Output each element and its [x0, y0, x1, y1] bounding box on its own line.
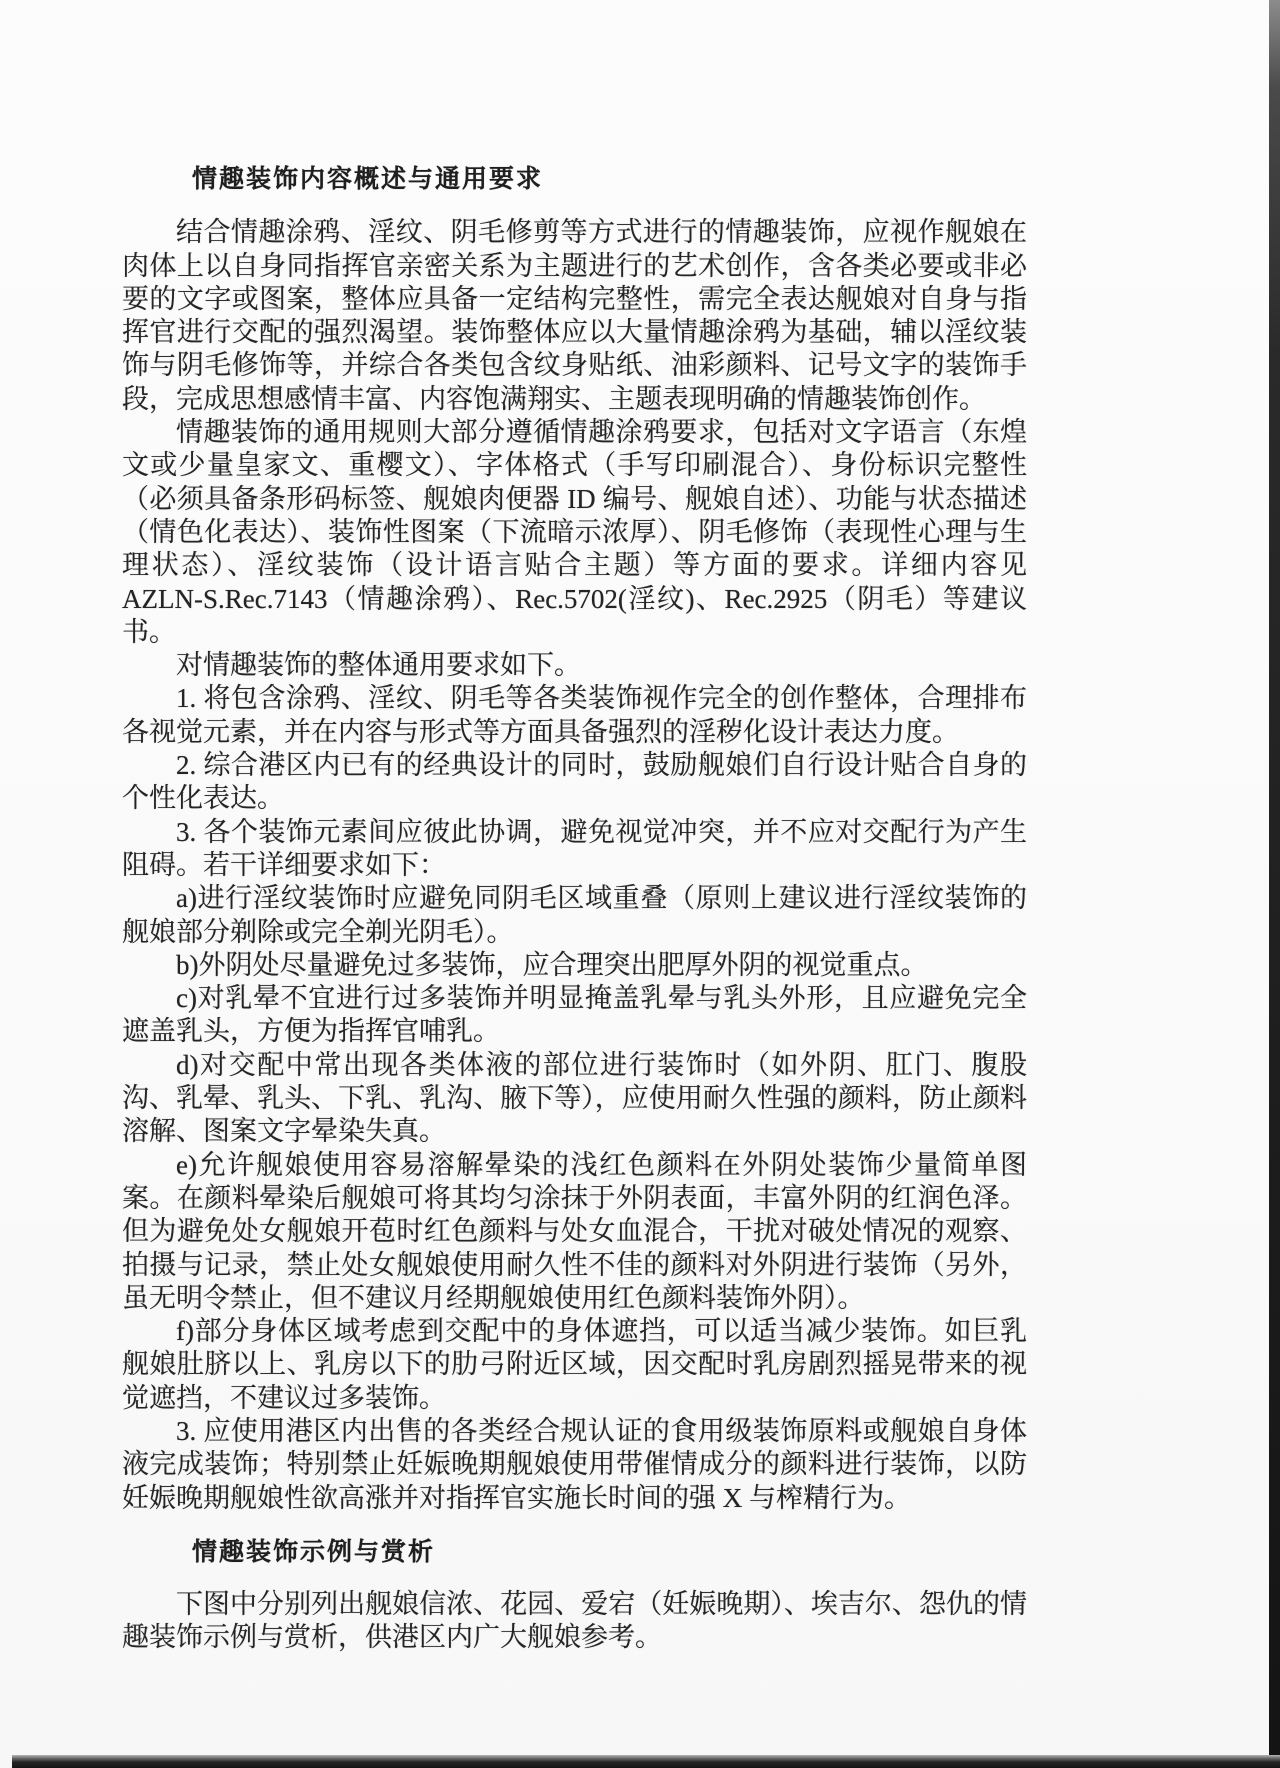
scan-edge-bottom [12, 1755, 1280, 1768]
document-content [122, 163, 1027, 1655]
paragraph: 3. 应使用港区内出售的各类经合规认证的食用级装饰原料或舰娘自身体液完成装饰；特别禁止妊娠晚期舰娘使用带催情成分的颜料进行装饰，以防妊娠晚期舰娘性欲高涨并对指挥官实施长时间的强 X 与榨精行为。 [122, 1415, 1027, 1513]
paragraph: 1. 将包含涂鸦、淫纹、阴毛等各类装饰视作完全的创作整体，合理排布各视觉元素，并在内容与形式等方面具备强烈的淫秽化设计表达力度。 [122, 683, 1027, 747]
paragraph: b)外阴处尽量避免过多装饰，应合理突出肥厚外阴的视觉重点。 [176, 949, 928, 980]
paragraph: c)对乳晕不宜进行过多装饰并明显掩盖乳晕与乳头外形，且应避免完全遮盖乳头，方便为指挥官哺乳。 [122, 983, 1027, 1047]
section-heading-examples: 情趣装饰示例与赏析 [192, 1538, 436, 1566]
paragraph: 3. 各个装饰元素间应彼此协调，避免视觉冲突，并不应对交配行为产生阻碍。若干详细要求如下： [122, 816, 1027, 880]
paragraph: 情趣装饰的通用规则大部分遵循情趣涂鸦要求，包括对文字语言（东煌文或少量皇家文、重樱文）、字体格式（手写印刷混合）、身份标识完整性（必须具备条形码标签、舰娘肉便器 ID 编号、舰娘自述）、功能与状态描述（情色化表达）、装饰性图案（下流暗示浓厚）、阴毛修饰（表现性心理与生理状态）、淫纹装饰（设计语言贴合主题）等方面的要求。详细内容见 AZLN-S.Rec.7143（情趣涂鸦）、Rec.5702(淫纹)、Rec.2925（阴毛）等建议书。 [122, 417, 1027, 647]
paragraph: 对情趣装饰的整体通用要求如下。 [176, 650, 581, 681]
paragraph: a)进行淫纹装饰时应避免同阴毛区域重叠（原则上建议进行淫纹装饰的舰娘部分剃除或完全剃光阴毛）。 [122, 883, 1027, 947]
paragraph: e)允许舰娘使用容易溶解晕染的浅红色颜料在外阴处装饰少量简单图案。在颜料晕染后舰娘可将其均匀涂抹于外阴表面，丰富外阴的红润色泽。但为避免处女舰娘开苞时红色颜料与处女血混合，干扰对破处情况的观察、拍摄与记录，禁止处女舰娘使用耐久性不佳的颜料对外阴进行装饰（另外，虽无明令禁止，但不建议月经期舰娘使用红色颜料装饰外阴）。 [122, 1149, 1027, 1313]
scan-edge-right [1269, 0, 1280, 1768]
paragraph: d)对交配中常出现各类体液的部位进行装饰时（如外阴、肛门、腹股沟、乳晕、乳头、下乳、乳沟、腋下等），应使用耐久性强的颜料，防止颜料溶解、图案文字晕染失真。 [122, 1049, 1027, 1147]
section-heading-overview: 情趣装饰内容概述与通用要求 [192, 166, 544, 193]
paragraph: f)部分身体区域考虑到交配中的身体遮挡，可以适当减少装饰。如巨乳舰娘肚脐以上、乳房以下的肋弓附近区域，因交配时乳房剧烈摇晃带来的视觉遮挡，不建议过多装饰。 [122, 1316, 1027, 1413]
paragraph: 结合情趣涂鸦、淫纹、阴毛修剪等方式进行的情趣装饰，应视作舰娘在肉体上以自身同指挥官亲密关系为主题进行的艺术创作，含各类必要或非必要的文字或图案，整体应具备一定结构完整性，需完全表达舰娘对自身与指挥官进行交配的强烈渴望。装饰整体应以大量情趣涂鸦为基础，辅以淫纹装饰与阴毛修饰等，并综合各类包含纹身贴纸、油彩颜料、记号文字的装饰手段，完成思想感情丰富、内容饱满翔实、主题表现明确的情趣装饰创作。 [122, 217, 1027, 414]
paragraph: 下图中分别列出舰娘信浓、花园、爱宕（妊娠晚期）、埃吉尔、怨仇的情趣装饰示例与赏析，供港区内广大舰娘参考。 [122, 1589, 1027, 1653]
paragraph: 2. 综合港区内已有的经典设计的同时，鼓励舰娘们自行设计贴合自身的个性化表达。 [122, 750, 1027, 814]
